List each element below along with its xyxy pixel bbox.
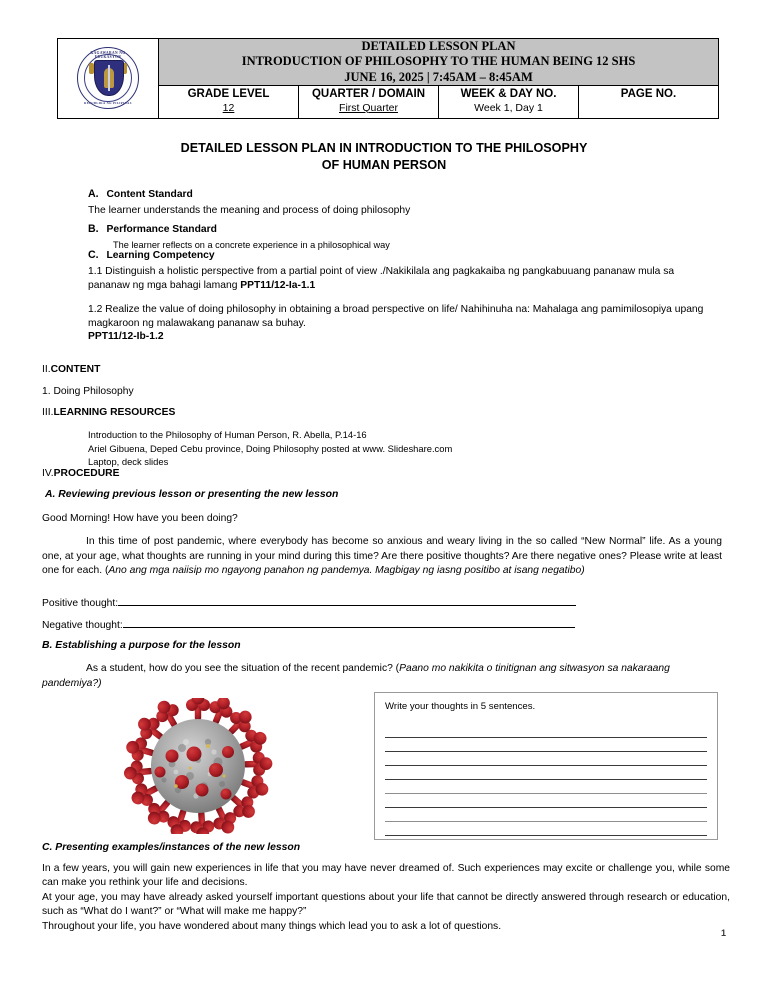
part-b-prompt-italic: Paano mo nakikita o tinitignan ang sitwasyon sa nakaraang pandemiya?) [42,663,670,689]
part-a-heading: A. Reviewing previous lesson or presenting the new lesson [45,489,339,500]
part-b-heading: B. Establishing a purpose for the lesson [42,640,241,651]
part-c-paragraph-3: Throughout your life, you have wondered about many things which lead you to ask a lot of questions. [42,921,502,932]
write-line[interactable] [385,822,707,836]
performance-standard-heading [88,223,708,237]
content-standard-section [88,188,708,218]
seal-bottom-text: REPUBLIKA NG PILIPINAS [84,101,132,106]
deped-logo-cell [58,39,159,119]
header-col-value: 12 [222,101,235,114]
document-title-line-1: DETAILED LESSON PLAN IN INTRODUCTION TO THE PHILOSOPHY [180,141,588,155]
performance-standard-letter: B. [88,223,99,235]
content-standard-body: The learner understands the meaning and process of doing philosophy [88,204,411,216]
competency-item-2-wrapper [88,303,716,344]
write-line[interactable] [385,724,707,738]
procedure-section-heading [42,467,119,481]
performance-standard-title: Performance Standard [106,224,217,235]
header-col-label: QUARTER / DOMAIN [311,87,426,100]
header-title-line-2: INTRODUCTION OF PHILOSOPHY TO THE HUMAN BEING 12 SHS [241,54,636,69]
resource-item: Introduction to the Philosophy of Human Person, R. Abella, P.14-16 [88,429,367,440]
header-col-week-day [439,85,579,118]
competency-item-1 [88,265,713,292]
resource-item: Ariel Gibuena, Deped Cebu province, Doing Philosophy posted at www. Slideshare.com [88,442,453,454]
resources-list [88,428,688,469]
procedure-section-title: PROCEDURE [53,468,120,479]
lesson-plan-header-table [57,38,719,119]
performance-standard-section [88,223,708,251]
part-a-greeting: Good Morning! How have you been doing? [42,513,238,524]
header-title-block [159,39,719,86]
negative-thought-label: Negative thought: [42,620,123,631]
header-col-value [579,102,718,118]
learning-competency-title: Learning Competency [106,250,215,261]
part-a-paragraph-plain: In this time of post pandemic, where everybody has become so anxious and weary living in the so called “New Normal” life. As a young one, at your age, what thoughts are running in your mind during this time? Are there positive thoughts? Are there negative ones? Please write at least one for each. ( [42,536,722,577]
learning-competency-heading [88,249,713,263]
resource-item: Laptop, deck slides [88,456,169,468]
content-standard-letter: A. [88,188,99,200]
resources-section-title: LEARNING RESOURCES [53,407,176,418]
page-number: 1 [720,928,726,938]
part-a-paragraph-italic: Ano ang mga naiisip mo ngayong panahon ng pandemya. Magbigay ng iasng positibo at isang negatibo) [108,565,585,577]
document-title [104,140,664,175]
part-c-paragraph-1: In a few years, you will gain new experiences in life that you may have never dreamed of. Such experiences may excite or challenge you, while some can make you rethink your life and decisions. [42,863,730,889]
coronavirus-icon [98,698,298,834]
content-standard-heading [88,188,708,202]
header-col-label: PAGE NO. [620,87,677,100]
header-col-label: GRADE LEVEL [187,87,270,100]
negative-thought-field[interactable] [42,618,642,633]
header-col-value: Week 1, Day 1 [474,101,543,114]
student-response-box[interactable] [374,692,718,840]
positive-thought-blank[interactable] [118,596,576,606]
write-box-instruction: Write your thoughts in 5 sentences. [385,701,536,712]
header-title-line-3: JUNE 16, 2025 | 7:45AM – 8:45AM [344,69,533,84]
header-title-line-1: DETAILED LESSON PLAN [361,39,516,53]
part-c-heading: C. Presenting examples/instances of the new lesson [42,842,301,853]
learning-competency-section [88,249,713,292]
header-col-quarter-domain [299,85,439,118]
part-b-prompt [42,662,722,691]
competency-item-1-text: 1.1 Distinguish a holistic perspective from a partial point of view ./Nakikilala ang pagkakaiba ng pangkabuuang pananaw mula sa pananaw ng mga bahagi lamang [88,265,675,291]
write-line[interactable] [385,738,707,752]
resources-section-heading [42,406,175,420]
coronavirus-illustration [98,698,298,834]
content-standard-title: Content Standard [106,189,193,200]
header-col-grade-level [159,85,299,118]
positive-thought-label: Positive thought: [42,598,119,609]
header-col-page-no [579,85,719,118]
content-section-title: CONTENT [50,364,101,375]
part-b-prompt-plain: As a student, how do you see the situation of the recent pandemic? ( [86,663,400,674]
deped-seal-icon [77,47,139,109]
competency-item-1-code: PPT11/12-Ia-1.1 [240,279,316,291]
seal-top-text: KAGAWARAN NG EDUKASYON [90,51,126,60]
document-title-line-2: OF HUMAN PERSON [321,158,447,173]
header-col-value: First Quarter [339,101,398,114]
learning-competency-letter: C. [88,249,99,261]
content-section-numeral: II. [42,364,51,375]
write-line[interactable] [385,766,707,780]
procedure-section-numeral: IV. [42,468,54,479]
competency-item-2-text: 1.2 Realize the value of doing philosophy in obtaining a broad perspective on life/ Nahihinuha na: Mahalaga ang pamimilosopiya upang magkaroon ng malawakang pananaw sa buhay. [88,304,704,329]
performance-standard-body: The learner reflects on a concrete experience in a philosophical way [113,239,390,250]
write-line[interactable] [385,794,707,808]
write-line[interactable] [385,780,707,794]
resources-section-numeral: III. [42,407,54,418]
part-c-paragraph-2: At your age, you may have already asked yourself important questions about your life that cannot be directly answered through research or education, such as “What do I want?” or “What will make me happy?” [42,892,730,918]
content-section-item: 1. Doing Philosophy [42,386,134,397]
write-line[interactable] [385,752,707,766]
write-line[interactable] [385,808,707,822]
positive-thought-field[interactable] [42,596,642,611]
negative-thought-blank[interactable] [123,618,575,628]
competency-item-2-code: PPT11/12-Ib-1.2 [88,331,164,343]
content-section-heading [42,363,100,377]
header-col-label: WEEK & DAY NO. [460,87,557,100]
part-a-paragraph [42,535,722,579]
